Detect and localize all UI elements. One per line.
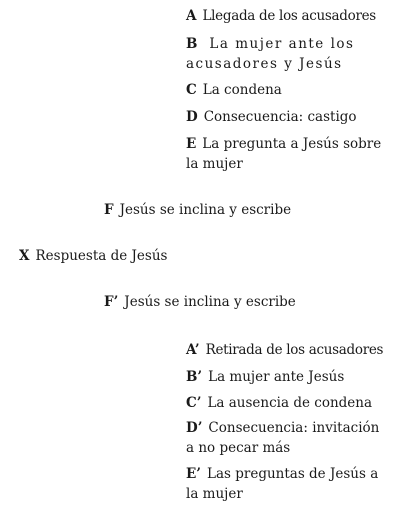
outline-item-b bbox=[186, 34, 386, 74]
outline-letter: F’ bbox=[104, 294, 119, 310]
outline-letter: A bbox=[186, 8, 197, 24]
outline-item-d-prime bbox=[186, 418, 386, 458]
outline-text: La mujer ante Jesús bbox=[208, 369, 345, 385]
outline-item-a-prime bbox=[186, 340, 386, 360]
outline-item-x bbox=[19, 246, 379, 266]
outline-item-d bbox=[186, 107, 386, 127]
outline-letter: A’ bbox=[186, 342, 200, 358]
outline-text: Retirada de los acusadores bbox=[205, 342, 384, 358]
outline-letter: C bbox=[186, 82, 197, 98]
outline-item-f-prime bbox=[104, 292, 384, 312]
outline-letter: C’ bbox=[186, 395, 202, 411]
outline-letter: F bbox=[104, 202, 114, 218]
outline-item-b-prime bbox=[186, 367, 386, 387]
outline-text: Jesús se inclina y escribe bbox=[119, 202, 292, 218]
outline-item-a bbox=[186, 6, 386, 26]
outline-letter: E bbox=[186, 136, 197, 152]
outline-item-e-prime bbox=[186, 464, 386, 504]
outline-item-c-prime bbox=[186, 393, 386, 413]
outline-text: Jesús se inclina y escribe bbox=[124, 294, 296, 310]
outline-text: Llegada de los acusadores bbox=[202, 8, 376, 24]
outline-text: Las preguntas de Jesús a la mujer bbox=[186, 466, 379, 502]
outline-letter: B’ bbox=[186, 369, 203, 385]
outline-text: La mujer ante los acusadores y Jesús bbox=[186, 36, 355, 72]
outline-item-c bbox=[186, 80, 386, 100]
outline-text: La pregunta a Jesús sobre la mujer bbox=[186, 136, 382, 172]
outline-text: La ausencia de condena bbox=[207, 395, 373, 411]
outline-letter: B bbox=[186, 36, 198, 52]
outline-item-f bbox=[104, 200, 384, 220]
outline-letter: D bbox=[186, 109, 198, 125]
outline-text: Consecuencia: castigo bbox=[203, 109, 357, 125]
outline-text: La condena bbox=[202, 82, 282, 98]
outline-item-e bbox=[186, 134, 386, 174]
outline-letter: D’ bbox=[186, 420, 203, 436]
outline-text: Consecuencia: invitación a no pecar más bbox=[186, 420, 380, 456]
outline-text: Respuesta de Jesús bbox=[35, 248, 168, 264]
outline-letter: E’ bbox=[186, 466, 201, 482]
outline-letter: X bbox=[19, 248, 30, 264]
